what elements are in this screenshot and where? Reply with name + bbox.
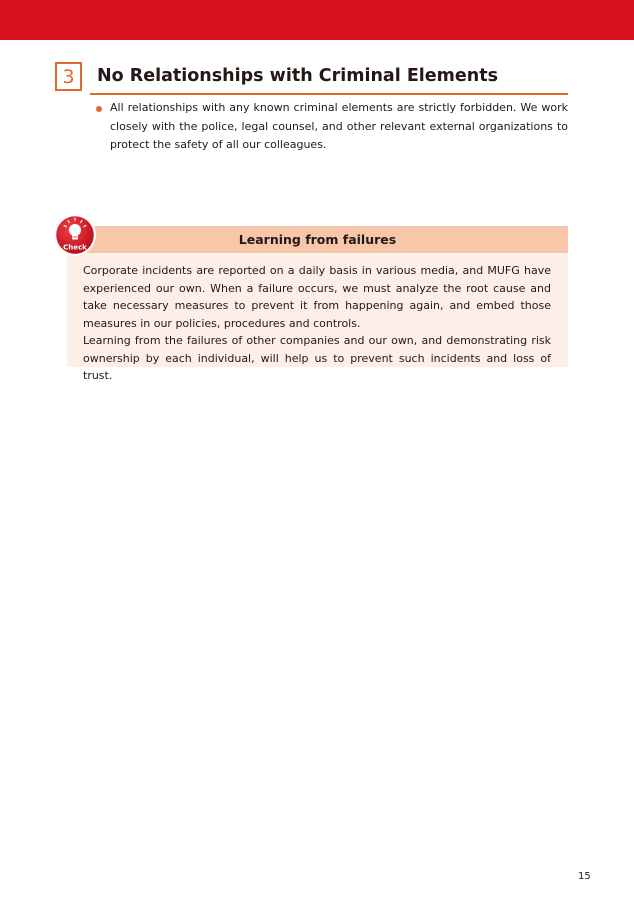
- top-red-band: [0, 0, 634, 40]
- bullet-text: All relationships with any known criminal elements are strictly forbidden. We work closely with the police, legal counsel, and other relevant external organizations to protect the safety of all our colleagues.: [110, 101, 568, 151]
- section-title: No Relationships with Criminal Elements: [97, 66, 498, 86]
- page-number: 15: [578, 871, 591, 882]
- title-underline: [90, 93, 568, 95]
- check-box-body: [83, 262, 551, 385]
- check-box-heading: Learning from failures: [238, 232, 397, 247]
- check-badge-label: Check: [63, 243, 87, 252]
- check-paragraph-1: Corporate incidents are reported on a daily basis in various media, and MUFG have experienced our own. When a failure occurs, we must analyze the root cause and take necessary measures to prevent it from happening again, and embed those measures in our policies, procedures and controls.: [83, 264, 551, 330]
- check-paragraph-2: Learning from the failures of other companies and our own, and demonstrating risk ownership by each individual, will help us to prevent such incidents and loss of trust.: [83, 334, 551, 382]
- bullet-icon: [96, 106, 102, 112]
- section-number-badge: 3: [55, 62, 82, 91]
- lightbulb-check-icon: [53, 213, 97, 257]
